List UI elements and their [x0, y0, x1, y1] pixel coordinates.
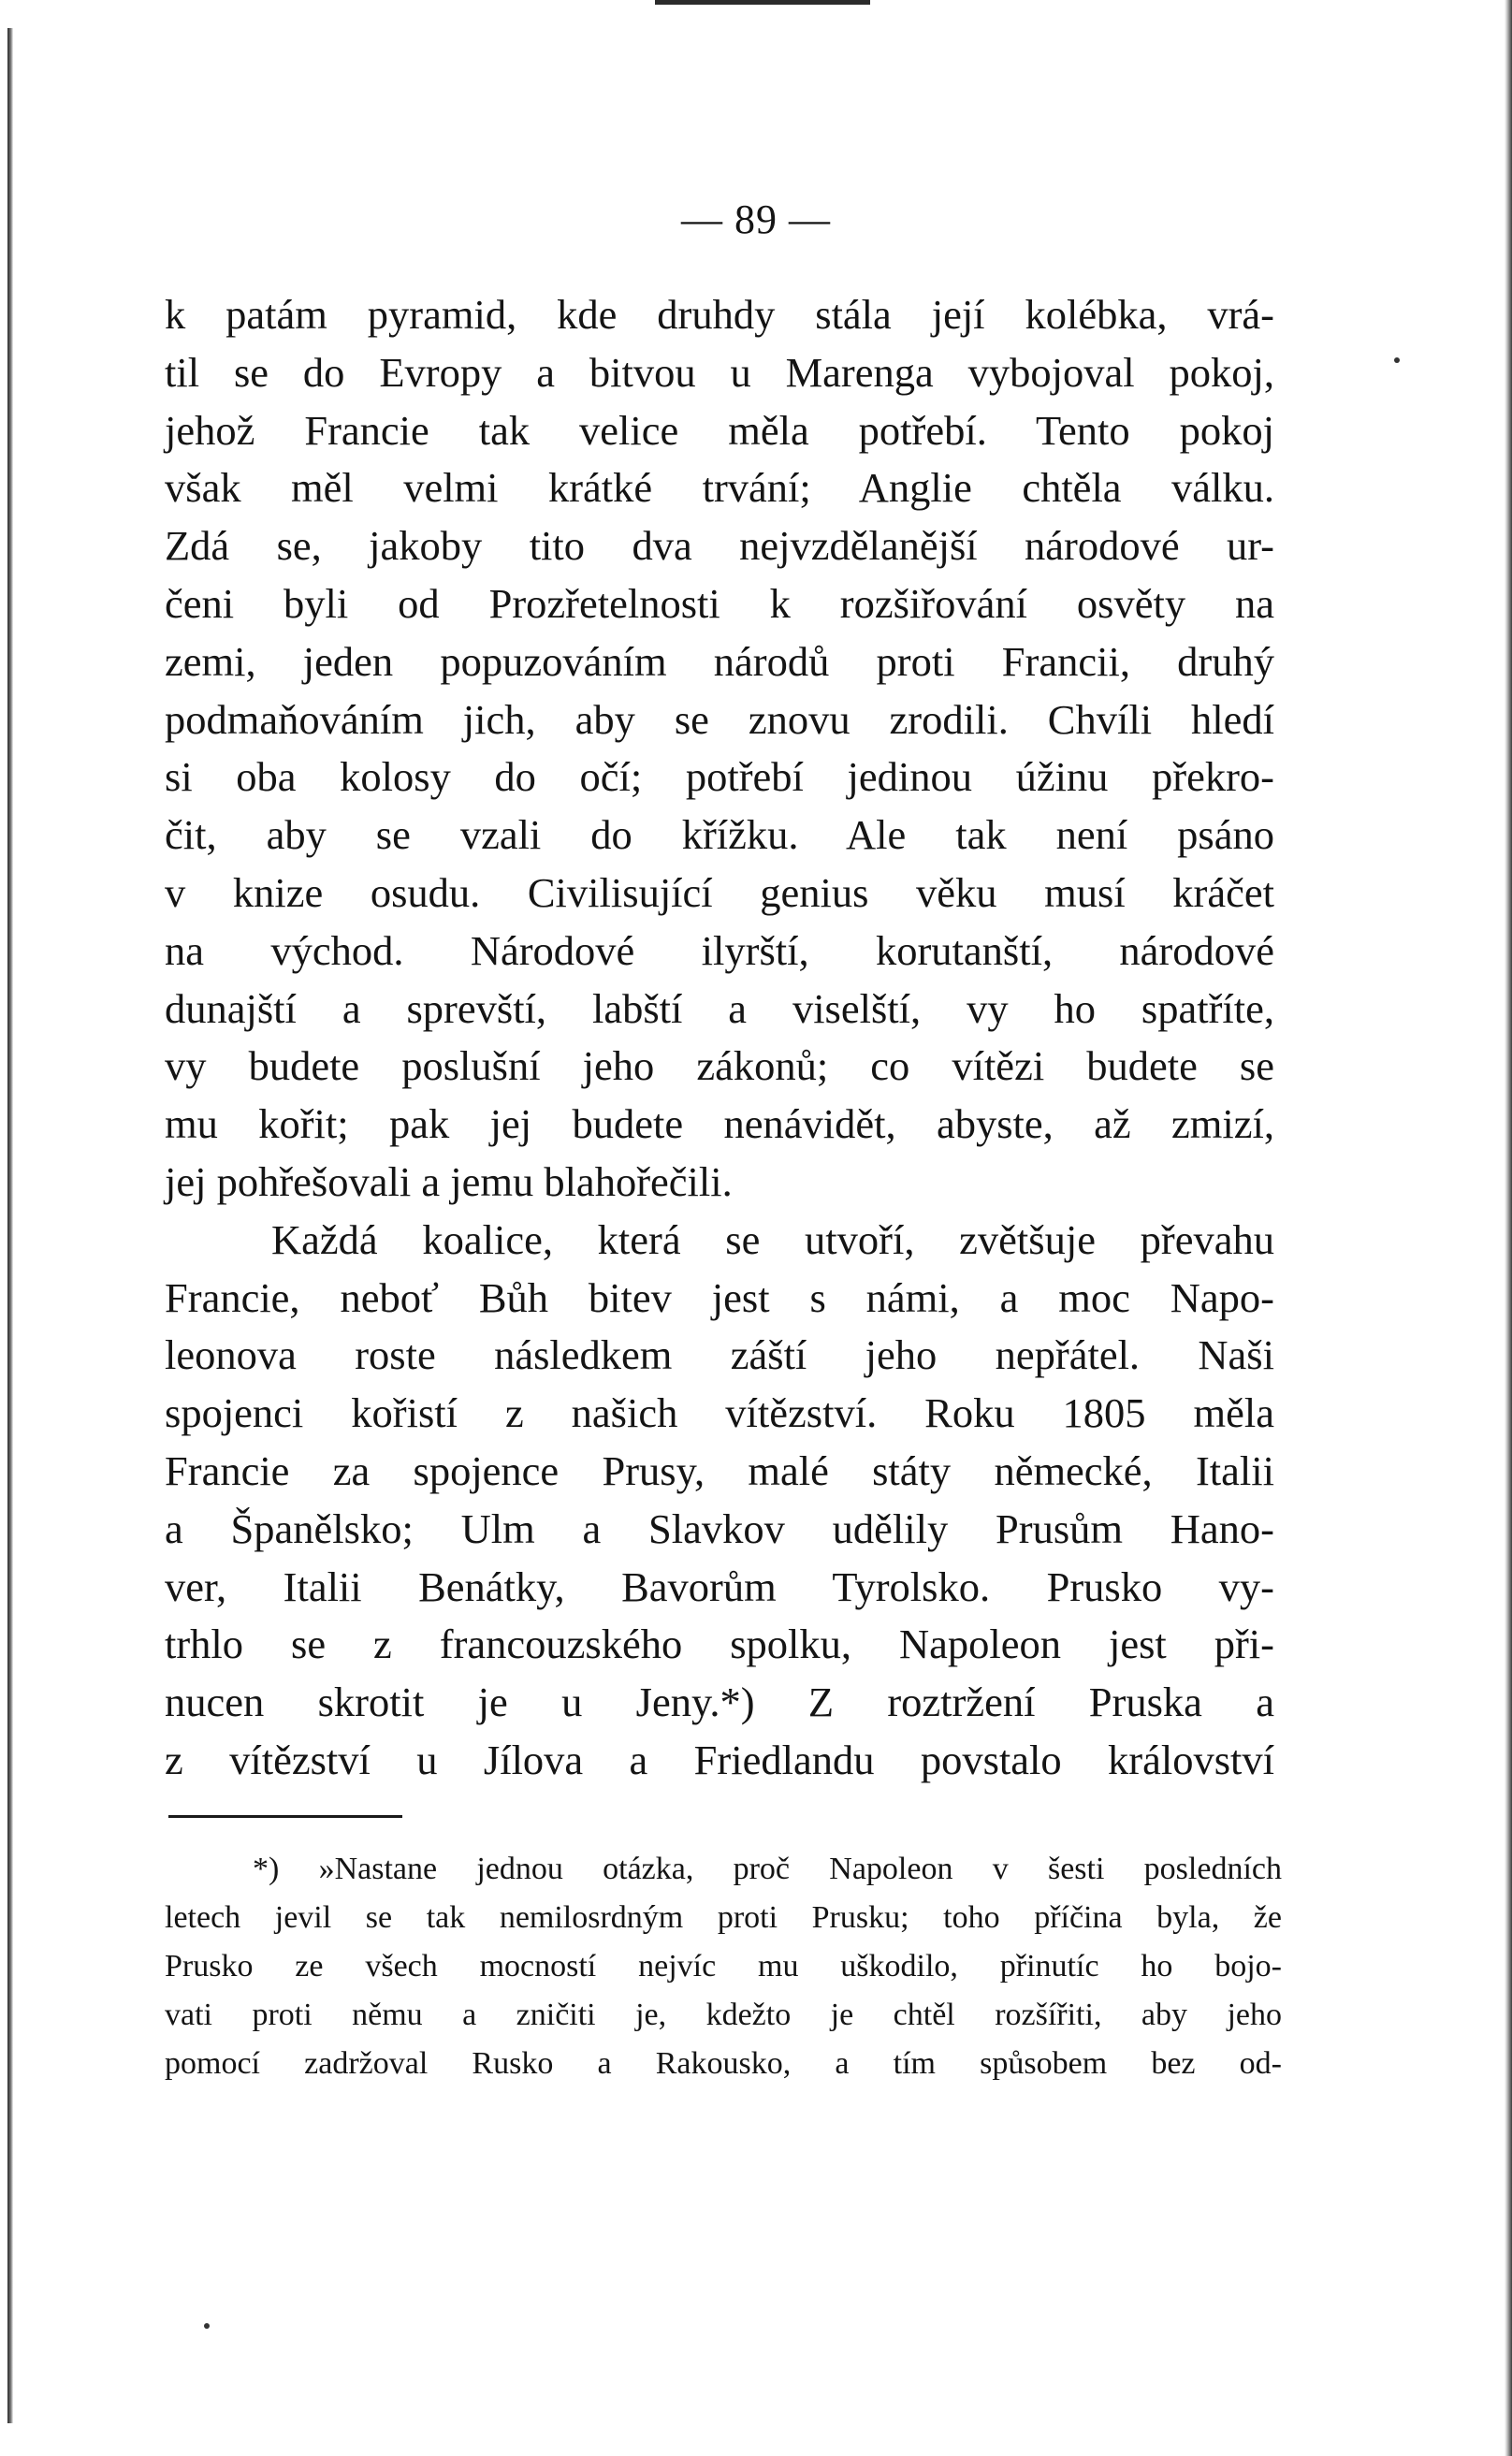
- body-line: trhlo se z francouzského spolku, Napoleon jest při-: [165, 1620, 1274, 1668]
- paragraph-start-line: Každá koalice, která se utvoří, zvětšuje převahu: [271, 1215, 1274, 1263]
- body-line: jehož Francie tak velice měla potřebí. Tento pokoj: [165, 406, 1274, 454]
- body-line: Francie, neboť Bůh bitev jest s námi, a moc Napo-: [165, 1273, 1274, 1321]
- body-line: si oba kolosy do očí; potřebí jedinou úžinu překro-: [165, 753, 1274, 801]
- body-line: nucen skrotit je u Jeny.*) Z roztržení Pruska a: [165, 1679, 1274, 1726]
- body-line: však měl velmi krátké trvání; Anglie chtěla válku.: [165, 464, 1274, 512]
- footnote: [165, 1845, 1282, 2088]
- body-line: zemi, jeden popuzováním národů proti Francii, druhý: [165, 637, 1274, 685]
- body-line: Francie za spojence Prusy, malé státy německé, Italii: [165, 1446, 1274, 1494]
- footnote-line: vati proti němu a zničiti je, kdežto je chtěl rozšířiti, aby jeho: [165, 1998, 1282, 2032]
- body-line: a Španělsko; Ulm a Slavkov udělily Prusům Hano-: [165, 1504, 1274, 1552]
- body-line: Zdá se, jakoby tito dva nejvzdělanější národové ur-: [165, 522, 1274, 570]
- footnote-line: *) »Nastane jednou otázka, proč Napoleon v šesti posledních: [253, 1852, 1282, 1886]
- body-line: na východ. Národové ilyrští, korutanští, národové: [165, 926, 1274, 974]
- body-line: z vítězství u Jílova a Friedlandu povstalo království: [165, 1736, 1274, 1783]
- body-line: v knize osudu. Civilisující genius věku musí kráčet: [165, 868, 1274, 916]
- body-line: čit, aby se vzali do křížku. Ale tak není psáno: [165, 811, 1274, 859]
- body-line: dunajští a sprevští, labští a viselští, vy ho spatříte,: [165, 984, 1274, 1032]
- body-line: k patám pyramid, kde druhdy stála její kolébka, vrá-: [165, 291, 1274, 338]
- body-line: podmaňováním jich, aby se znovu zrodili. Chvíli hledí: [165, 695, 1274, 743]
- scan-speck: [1394, 357, 1400, 363]
- body-line: mu kořit; pak jej budete nenávidět, abyste, až zmizí,: [165, 1100, 1274, 1148]
- footnote-line: letech jevil se tak nemilosrdným proti Prusku; toho příčina byla, že: [165, 1900, 1282, 1935]
- top-scan-edge: [655, 0, 870, 5]
- footnote-line: Prusko ze všech mocností nejvíc mu uškodilo, přinutíc ho bojo-: [165, 1949, 1282, 1984]
- body-line: čeni byli od Prozřetelnosti k rozšiřování osvěty na: [165, 579, 1274, 627]
- body-text: [165, 286, 1274, 1790]
- body-line: vy budete poslušní jeho zákonů; co vítězi budete se: [165, 1042, 1274, 1090]
- footnote-line: pomocí zadržoval Rusko a Rakousko, a tím spůsobem bez od-: [165, 2046, 1282, 2081]
- body-line: leonova roste následkem záští jeho nepřátel. Naši: [165, 1331, 1274, 1379]
- left-binding-edge: [7, 28, 13, 2423]
- paragraph-end-line: jej pohřešovali a jemu blahořečili.: [165, 1157, 733, 1205]
- right-scan-edge: [1505, 0, 1512, 2456]
- body-line: ver, Italii Benátky, Bavorům Tyrolsko. Prusko vy-: [165, 1562, 1274, 1610]
- footnote-divider: [168, 1815, 402, 1818]
- page-number: — 89 —: [681, 196, 831, 242]
- scan-speck: [204, 2323, 210, 2329]
- body-line: spojenci kořistí z našich vítězství. Roku 1805 měla: [165, 1389, 1274, 1437]
- body-line: til se do Evropy a bitvou u Marenga vybojoval pokoj,: [165, 348, 1274, 396]
